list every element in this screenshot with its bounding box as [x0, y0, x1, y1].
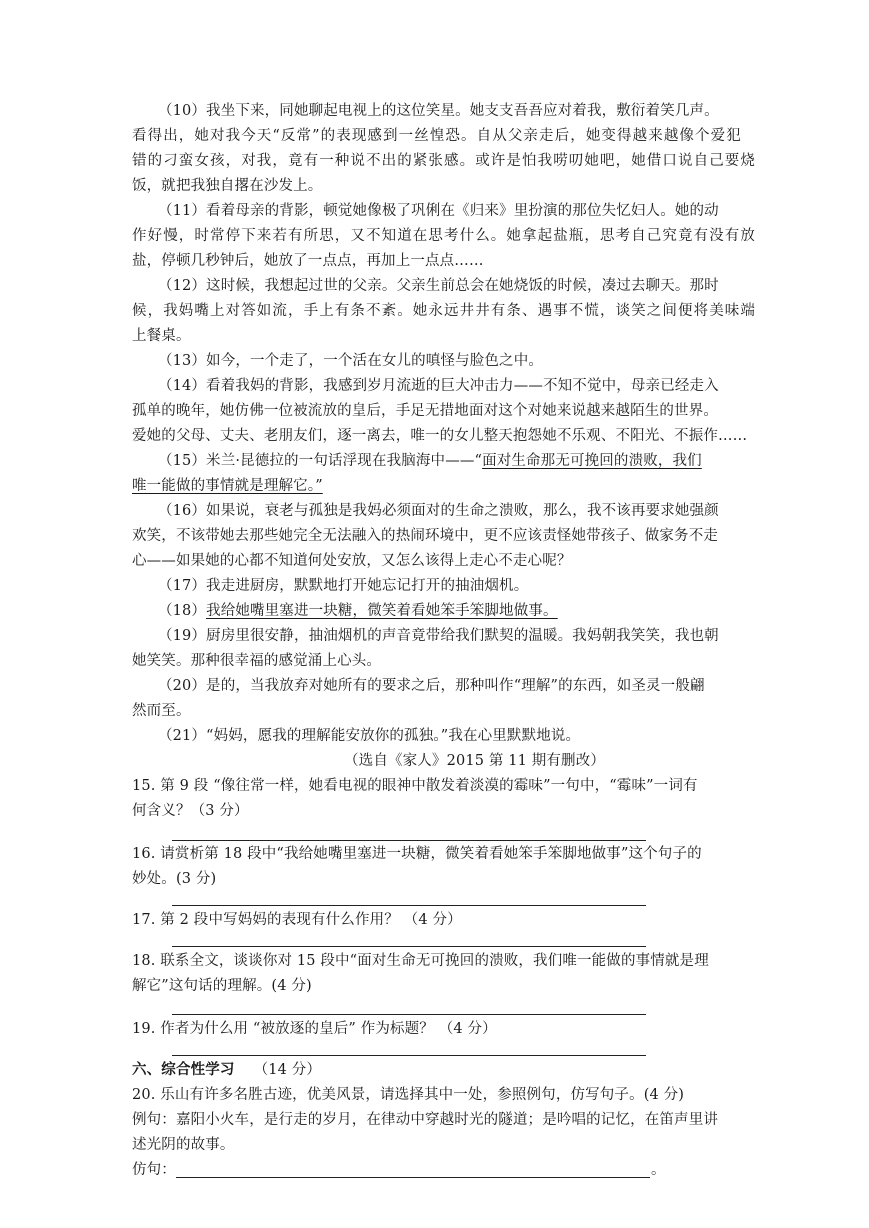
text-line: 爱她的父母、丈夫、老朋友们，逐一离去，唯一的女儿整天抱怨她不乐观、不阳光、不振作……: [132, 428, 748, 444]
text-line: （14）看着我妈的背影，我感到岁月流逝的巨大冲击力——不知不觉中，母亲已经走入: [158, 378, 719, 394]
text-line: [158, 450, 702, 472]
text-line: 盐，停顿几秒钟后，她放了一点点，再加上一点点……: [132, 253, 484, 269]
source-citation: （选自《家人》2015 第 11 期有删改）: [344, 753, 605, 769]
question-18: 18. 联系全文，谈谈你对 15 段中“面对生命无可挽回的溃败，我们唯一能做的事情就是理: [132, 953, 709, 969]
text-segment: （18）: [158, 603, 207, 619]
text-line: （21）“妈妈，愿我的理解能安放你的孤独。”我在心里默默地说。: [158, 728, 581, 744]
example-sentence: 例句：嘉阳小火车，是行走的岁月，在律动中穿越时光的隧道；是吟唱的记忆，在笛声里讲: [132, 1112, 718, 1128]
text-line: 候，我妈嘴上对答如流，手上有条不紊。她永远井井有条、遇事不慌，谈笑之间便将美味端: [132, 303, 756, 319]
text-line: 作好慢，时常停下来若有所思，又不知道在思考什么。她拿起盐瓶，思考自己究竟有没有放: [132, 228, 756, 244]
question-16: 16. 请赏析第 18 段中“我给她嘴里塞进一块糖，微笑着看她笨手笨脚地做事”这个句子的: [132, 846, 702, 862]
question-15-cont: 何含义？（3 分）: [132, 803, 249, 819]
imitation-end-mark: 。: [651, 1162, 666, 1178]
section-6-heading: [132, 1059, 321, 1081]
text-line: 欢笑，不该带她去那些她完全无法融入的热闹环境中，更不应该责怪她带孩子、做家务不走: [132, 528, 718, 544]
section-score: （14 分）: [253, 1062, 322, 1078]
text-line: （12）这时候，我想起过世的父亲。父亲生前总会在她烧饭的时候，凑过去聊天。那时: [158, 278, 719, 294]
text-line: （20）是的，当我放弃对她所有的要求之后，那种叫作“理解”的东西，如圣灵一般翩: [158, 678, 705, 694]
imitation-label: 仿句：: [132, 1162, 176, 1178]
text-line: 她笑笑。那种很幸福的感觉涌上心头。: [132, 653, 382, 669]
question-19: 19. 作者为什么用 “被放逐的皇后” 作为标题？ （4 分）: [132, 1021, 497, 1037]
underlined-sentence: 我给她嘴里塞进一块糖，微笑着看她笨手笨脚地做事。: [206, 603, 558, 619]
text-line: [158, 600, 558, 622]
question-15: 15. 第 9 段 “像往常一样，她看电视的眼神中散发着淡漠的霉味”一句中，“霉味”一词有: [132, 778, 698, 794]
answer-line[interactable]: [172, 905, 646, 906]
text-line: （19）厨房里很安静，抽油烟机的声音竟带给我们默契的温暖。我妈朝我笑笑，我也朝: [158, 628, 719, 644]
underlined-quote: 面对生命那无可挽回的溃败，我们: [482, 453, 702, 469]
example-sentence-cont: 述光阴的故事。: [132, 1137, 235, 1153]
answer-line[interactable]: [172, 1014, 646, 1015]
text-line: 饭，就把我独自撂在沙发上。: [132, 178, 323, 194]
question-20: 20. 乐山有许多名胜古迹，优美风景，请选择其中一处，参照例句，仿写句子。(4 分): [132, 1087, 685, 1103]
text-line: （13）如今，一个走了，一个活在女儿的嗔怪与脸色之中。: [158, 353, 543, 369]
section-title: 六、综合性学习: [132, 1061, 235, 1078]
text-line: （16）如果说，衰老与孤独是我妈必须面对的生命之溃败，那么，我不该再要求她强颜: [158, 503, 719, 519]
text-segment: （15）米兰·昆德拉的一句话浮现在我脑海中——“: [158, 453, 483, 469]
text-line: （11）看着母亲的背影，顿觉她像极了巩俐在《归来》里扮演的那位失忆妇人。她的动: [158, 203, 719, 219]
text-line: 看得出，她对我今天“反常”的表现感到一丝惶恐。自从父亲走后，她变得越来越像个爱犯: [132, 128, 742, 144]
question-16-cont: 妙处。(3 分): [132, 871, 217, 887]
imitation-answer-line[interactable]: [176, 1177, 650, 1178]
text-line: 孤单的晚年，她仿佛一位被流放的皇后，手足无措地面对这个对她来说越来越陌生的世界。: [132, 403, 718, 419]
text-line: （10）我坐下来，同她聊起电视上的这位笑星。她支支吾吾应对着我，敷衍着笑几声。: [158, 103, 719, 119]
answer-line[interactable]: [172, 946, 646, 947]
text-line: 错的刁蛮女孩，对我，竟有一种说不出的紧张感。或许是怕我唠叨她吧，她借口说自己要烧: [132, 153, 756, 169]
text-line: [132, 475, 323, 497]
text-line: 心——如果她的心都不知道何处安放，又怎么该得上走心不走心呢？: [132, 553, 572, 569]
text-line: 上餐桌。: [132, 328, 191, 344]
text-line: 然而至。: [132, 703, 191, 719]
underlined-quote: 唯一能做的事情就是理解它。”: [132, 478, 323, 494]
question-17: 17. 第 2 段中写妈妈的表现有什么作用？ （4 分）: [132, 912, 462, 928]
answer-line[interactable]: [172, 1055, 646, 1056]
answer-line[interactable]: [172, 840, 646, 841]
text-line: （17）我走进厨房，默默地打开她忘记打开的抽油烟机。: [158, 578, 529, 594]
question-18-cont: 解它”这句话的理解。(4 分): [132, 978, 312, 994]
